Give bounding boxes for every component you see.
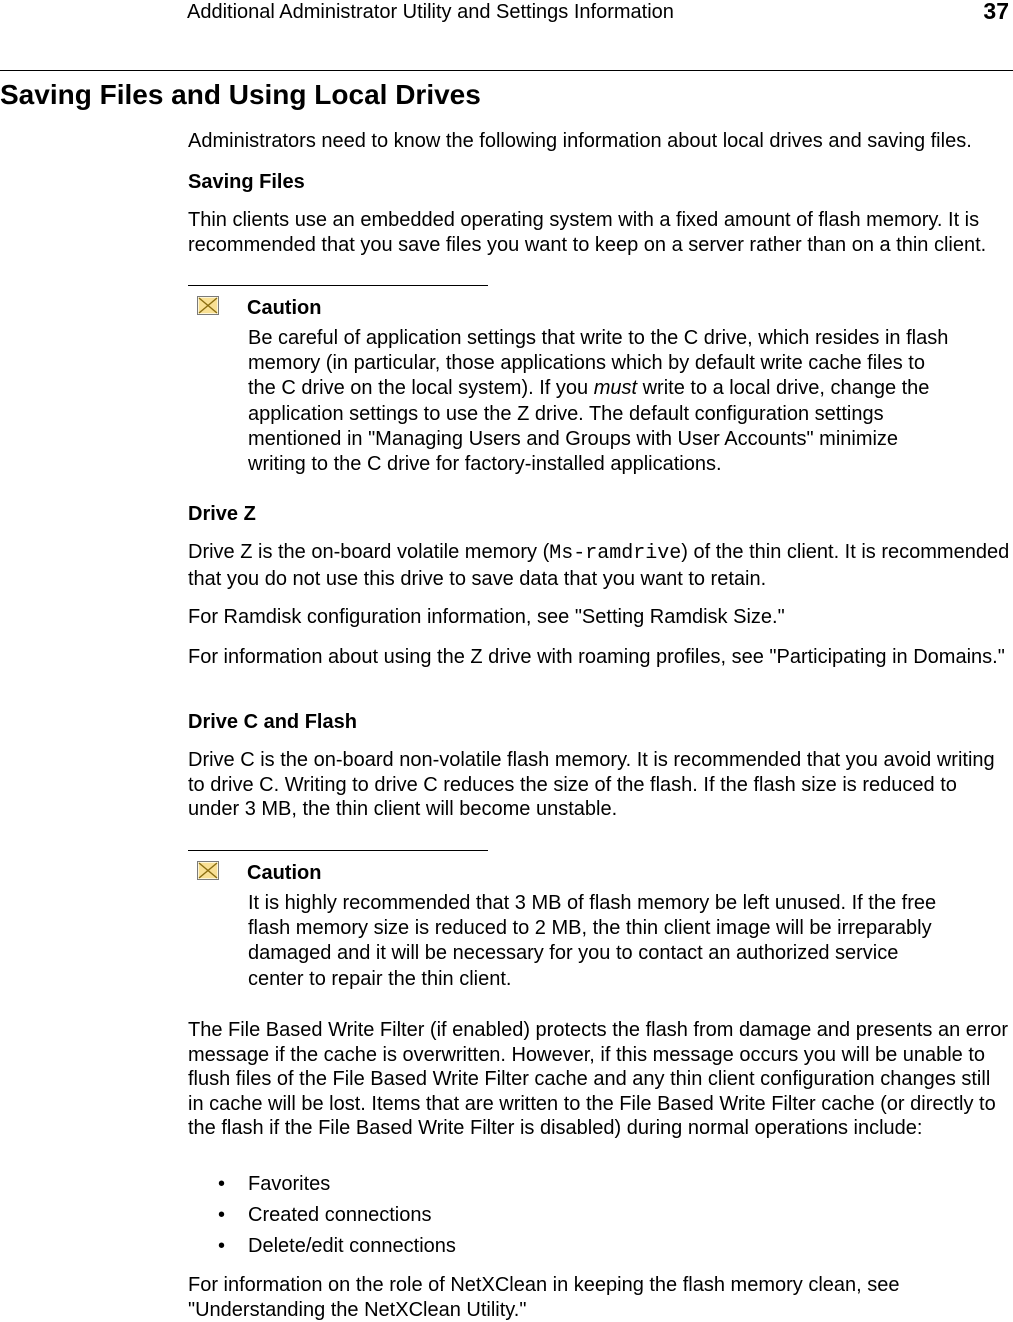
fbwf-paragraph: The File Based Write Filter (if enabled) protects the flash from damage and presents an error message if the cache is overwritten. However, if this message occurs you will be unable to flush files of the File Based Write Filter cache and any thin client configuration changes still in cache will be lost. Items that are written to the File Based Write Filter cache (or directly to the flash if the File Based Write Filter is disabled) during normal operations include: — [188, 1019, 1009, 1139]
caution-divider — [188, 285, 488, 286]
drive-z-heading: Drive Z — [188, 503, 256, 525]
caution-label: Caution — [247, 862, 322, 884]
running-header-title: Additional Administrator Utility and Settings Information — [187, 1, 674, 23]
emphasis-must: must — [593, 377, 638, 400]
caution-label: Caution — [247, 297, 322, 319]
caution-icon — [197, 296, 219, 315]
roaming-profiles-reference: For information about using the Z drive with roaming profiles, see "Participating in Domains." — [188, 646, 1005, 668]
ramdisk-reference: For Ramdisk configuration information, see "Setting Ramdisk Size." — [188, 606, 785, 628]
page-number: 37 — [983, 0, 1009, 24]
section-title: Saving Files and Using Local Drives — [0, 79, 481, 110]
caution-divider — [188, 850, 488, 851]
caution-text: Be careful of application settings that write to the C drive, which resides in flash memory (in particular, those applications which by default write cache files to the C drive on the local system). If you must write to a local drive, change the application settings to use the Z drive. The default configuration settings mentioned in "Managing Users and Groups with User Accounts" minimize writing to the C drive for factory-installed applications. — [248, 327, 949, 476]
drive-c-paragraph: Drive C is the on-board non-volatile flash memory. It is recommended that you avoid writing to drive C. Writing to drive C reduces the size of the flash. If the flash size is reduced to under 3 MB, the thin client will become unstable. — [188, 749, 995, 820]
intro-paragraph: Administrators need to know the following information about local drives and saving files. — [188, 130, 972, 152]
caution-text: It is highly recommended that 3 MB of flash memory be left unused. If the free flash memory size is reduced to 2 MB, the thin client image will be irreparably damaged and it will be necessary for you to contact an authorized service center to repair the thin client. — [248, 892, 937, 990]
saving-files-heading: Saving Files — [188, 171, 305, 193]
ramdrive-code: Ms-ramdrive — [549, 542, 682, 565]
netxclean-reference: For information on the role of NetXClean in keeping the flash memory clean, see "Understanding the NetXClean Utility." — [188, 1274, 900, 1321]
saving-files-paragraph: Thin clients use an embedded operating system with a fixed amount of flash memory. It is recommended that you save files you want to keep on a server rather than on a thin client. — [188, 209, 987, 256]
caution-icon — [197, 861, 219, 880]
drive-z-paragraph: Drive Z is the on-board volatile memory (Ms-ramdrive) of the thin client. It is recommended that you do not use this drive to save data that you want to retain. — [188, 541, 1010, 590]
header-divider — [0, 70, 1013, 71]
drive-c-heading: Drive C and Flash — [188, 711, 357, 733]
